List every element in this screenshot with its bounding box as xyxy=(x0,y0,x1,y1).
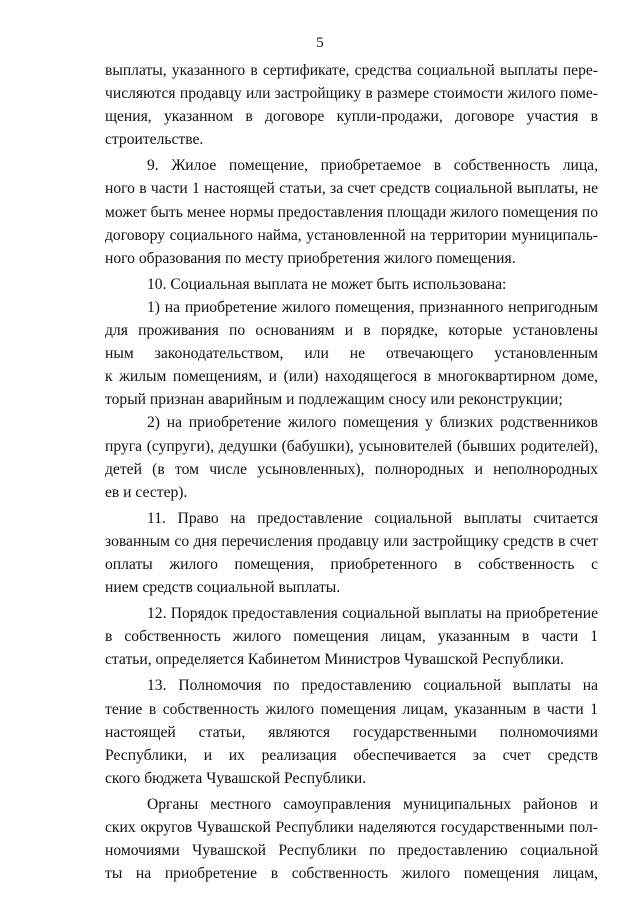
text-line: в собственность жилого помещения лицам, указанным в части 1 xyxy=(105,628,598,646)
text-line: номочиями Чувашской Республики по предоставлению социальной xyxy=(105,842,598,860)
text-line: ев и сестер). xyxy=(105,483,188,501)
text-line: числяются продавцу или застройщику в размере стоимости жилого поме- xyxy=(105,85,598,103)
text-line: ного образования по месту приобретения жилого помещения. xyxy=(105,249,516,267)
text-line: щения, указанном в договоре купли-продажи, договоре участия в xyxy=(105,108,598,126)
text-line: пруга (супруги), дедушки (бабушки), усыновителей (бывших родителей), xyxy=(105,437,598,455)
text-line: статьи, определяется Кабинетом Министров Чувашской Республики. xyxy=(105,651,565,669)
document-body xyxy=(105,59,598,885)
text-line: может быть менее нормы предоставления площади жилого помещения по xyxy=(105,203,598,221)
text-line: зованным со дня перечисления продавцу или застройщику средств в счет xyxy=(105,532,598,550)
text-line: торый признан аварийным и подлежащим сносу или реконструкции; xyxy=(105,391,563,409)
text-line: 13. Полномочия по предоставлению социальной выплаты на xyxy=(147,677,598,695)
text-line: 11. Право на предоставление социальной выплаты считается xyxy=(147,509,598,527)
text-line: нием средств социальной выплаты. xyxy=(105,579,341,597)
text-line: ты на приобретение в собственность жилого помещения лицам, xyxy=(105,865,598,883)
text-line: ного в части 1 настоящей статьи, за счет средств социальной выплаты, не xyxy=(105,180,598,198)
text-line: договору социального найма, установленной на территории муниципаль- xyxy=(105,226,598,244)
page-number: 5 xyxy=(316,35,324,51)
text-line: Органы местного самоуправления муниципальных районов и xyxy=(147,795,598,813)
text-line: настоящей статьи, являются государственными полномочиями xyxy=(105,723,598,741)
text-line: к жилым помещениям, и (или) находящегося в многоквартирном доме, xyxy=(105,368,598,386)
text-line: строительстве. xyxy=(105,131,204,149)
text-line: 12. Порядок предоставления социальной выплаты на приобретение xyxy=(147,605,598,623)
text-line: ского бюджета Чувашской Республики. xyxy=(105,769,367,787)
text-line: для проживания по основаниям и в порядке, которые установлены xyxy=(105,322,598,340)
text-line: 10. Социальная выплата не может быть использована: xyxy=(147,275,507,293)
text-line: детей (в том числе усыновленных), полнородных и неполнородных xyxy=(105,460,598,478)
text-line: оплаты жилого помещения, приобретенного в собственность с xyxy=(105,555,598,573)
text-line: 9. Жилое помещение, приобретаемое в собственность лица, xyxy=(147,157,598,175)
text-line: 1) на приобретение жилого помещения, признанного непригодным xyxy=(147,298,598,316)
text-line: Республики, и их реализация обеспечивается за счет средств xyxy=(105,746,598,764)
text-line: ских округов Чувашской Республики наделяются государственными пол- xyxy=(105,819,598,836)
text-line: ным законодательством, или не отвечающего установленным xyxy=(105,345,598,363)
text-line: тение в собственность жилого помещения лицам, указанным в части 1 xyxy=(105,700,598,718)
text-line: 2) на приобретение жилого помещения у близких родственников xyxy=(147,414,598,432)
text-line: выплаты, указанного в сертификате, средства социальной выплаты пере- xyxy=(105,62,598,79)
